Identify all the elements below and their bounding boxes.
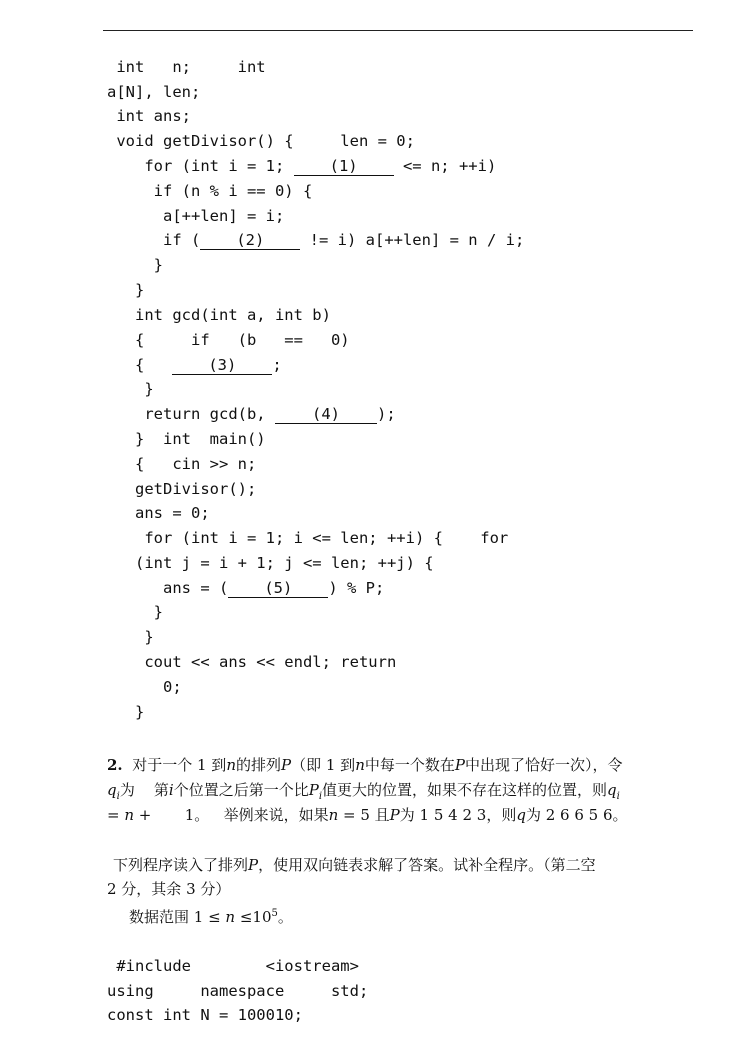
blank-2: (2) [200, 232, 300, 250]
code-line: } [107, 380, 154, 398]
blank-1: (1) [294, 158, 394, 176]
question-2-line-5: 2 分，其余 3 分） [107, 880, 231, 898]
code-line: #include <iostream> [107, 957, 359, 975]
question-2-line-3: = n + 1。 举例来说，如果n = 5 且P为 1 5 4 2 3，则q为 2 6 6 5 6。 [107, 806, 628, 824]
blank-5: (5) [228, 580, 328, 598]
code-line: void getDivisor() { len = 0; [107, 132, 415, 150]
code-line: { if (b == 0) [107, 331, 350, 349]
question-2-line-4: 下列程序读入了排列P，使用双向链表求解了答案。试补全程序。（第二空 [113, 856, 596, 874]
question-2-line-1: 2. 对于一个 1 到n的排列P（即 1 到n中每一个数在P中出现了恰好一次），令 [107, 756, 623, 774]
code-line: } [107, 628, 154, 646]
code-line: getDivisor(); [107, 480, 257, 498]
code-line: ans = 0; [107, 504, 210, 522]
code-line: } [107, 256, 163, 274]
code-line: for (int i = 1; i <= len; ++i) { for [107, 529, 509, 547]
code-line: ans = ( (5) ) % P; [107, 579, 385, 597]
code-line: return gcd(b, (4) ); [107, 405, 396, 423]
code-line: cout << ans << endl; return [107, 653, 397, 671]
data-range: 数据范围 $1 \le n \le 10^5$。 [129, 908, 293, 926]
code-line: 0; [107, 678, 182, 696]
code-line: int ans; [107, 107, 191, 125]
code-line: if (n % i == 0) { [107, 182, 313, 200]
header-rule [103, 30, 693, 31]
code-line: a[++len] = i; [107, 207, 285, 225]
code-line: { cin >> n; [107, 455, 257, 473]
code-line: if ( (2) != i) a[++len] = n / i; [107, 231, 525, 249]
code-line: } [107, 281, 145, 299]
code-line: for (int i = 1; (1) <= n; ++i) [107, 157, 497, 175]
code-line: } int main() [107, 430, 266, 448]
code-line: int gcd(int a, int b) [107, 306, 331, 324]
blank-3: (3) [172, 357, 272, 375]
code-line: } [107, 703, 145, 721]
code-line: a[N], len; [107, 83, 201, 101]
question-2-line-2: $q_i$为 第i个位置之后第一个比$P_i$值更大的位置，如果不存在这样的位置，则$q_i$ [107, 781, 620, 802]
blank-4: (4) [275, 406, 377, 424]
code-line: const int N = 100010; [107, 1006, 303, 1024]
code-line: (int j = i + 1; j <= len; ++j) { [107, 554, 434, 572]
code-line: { (3) ; [107, 356, 282, 374]
code-line: } [107, 603, 163, 621]
code-line: using namespace std; [107, 982, 369, 1000]
question-number: 2. [107, 756, 123, 774]
code-line: int n; int [107, 58, 266, 76]
